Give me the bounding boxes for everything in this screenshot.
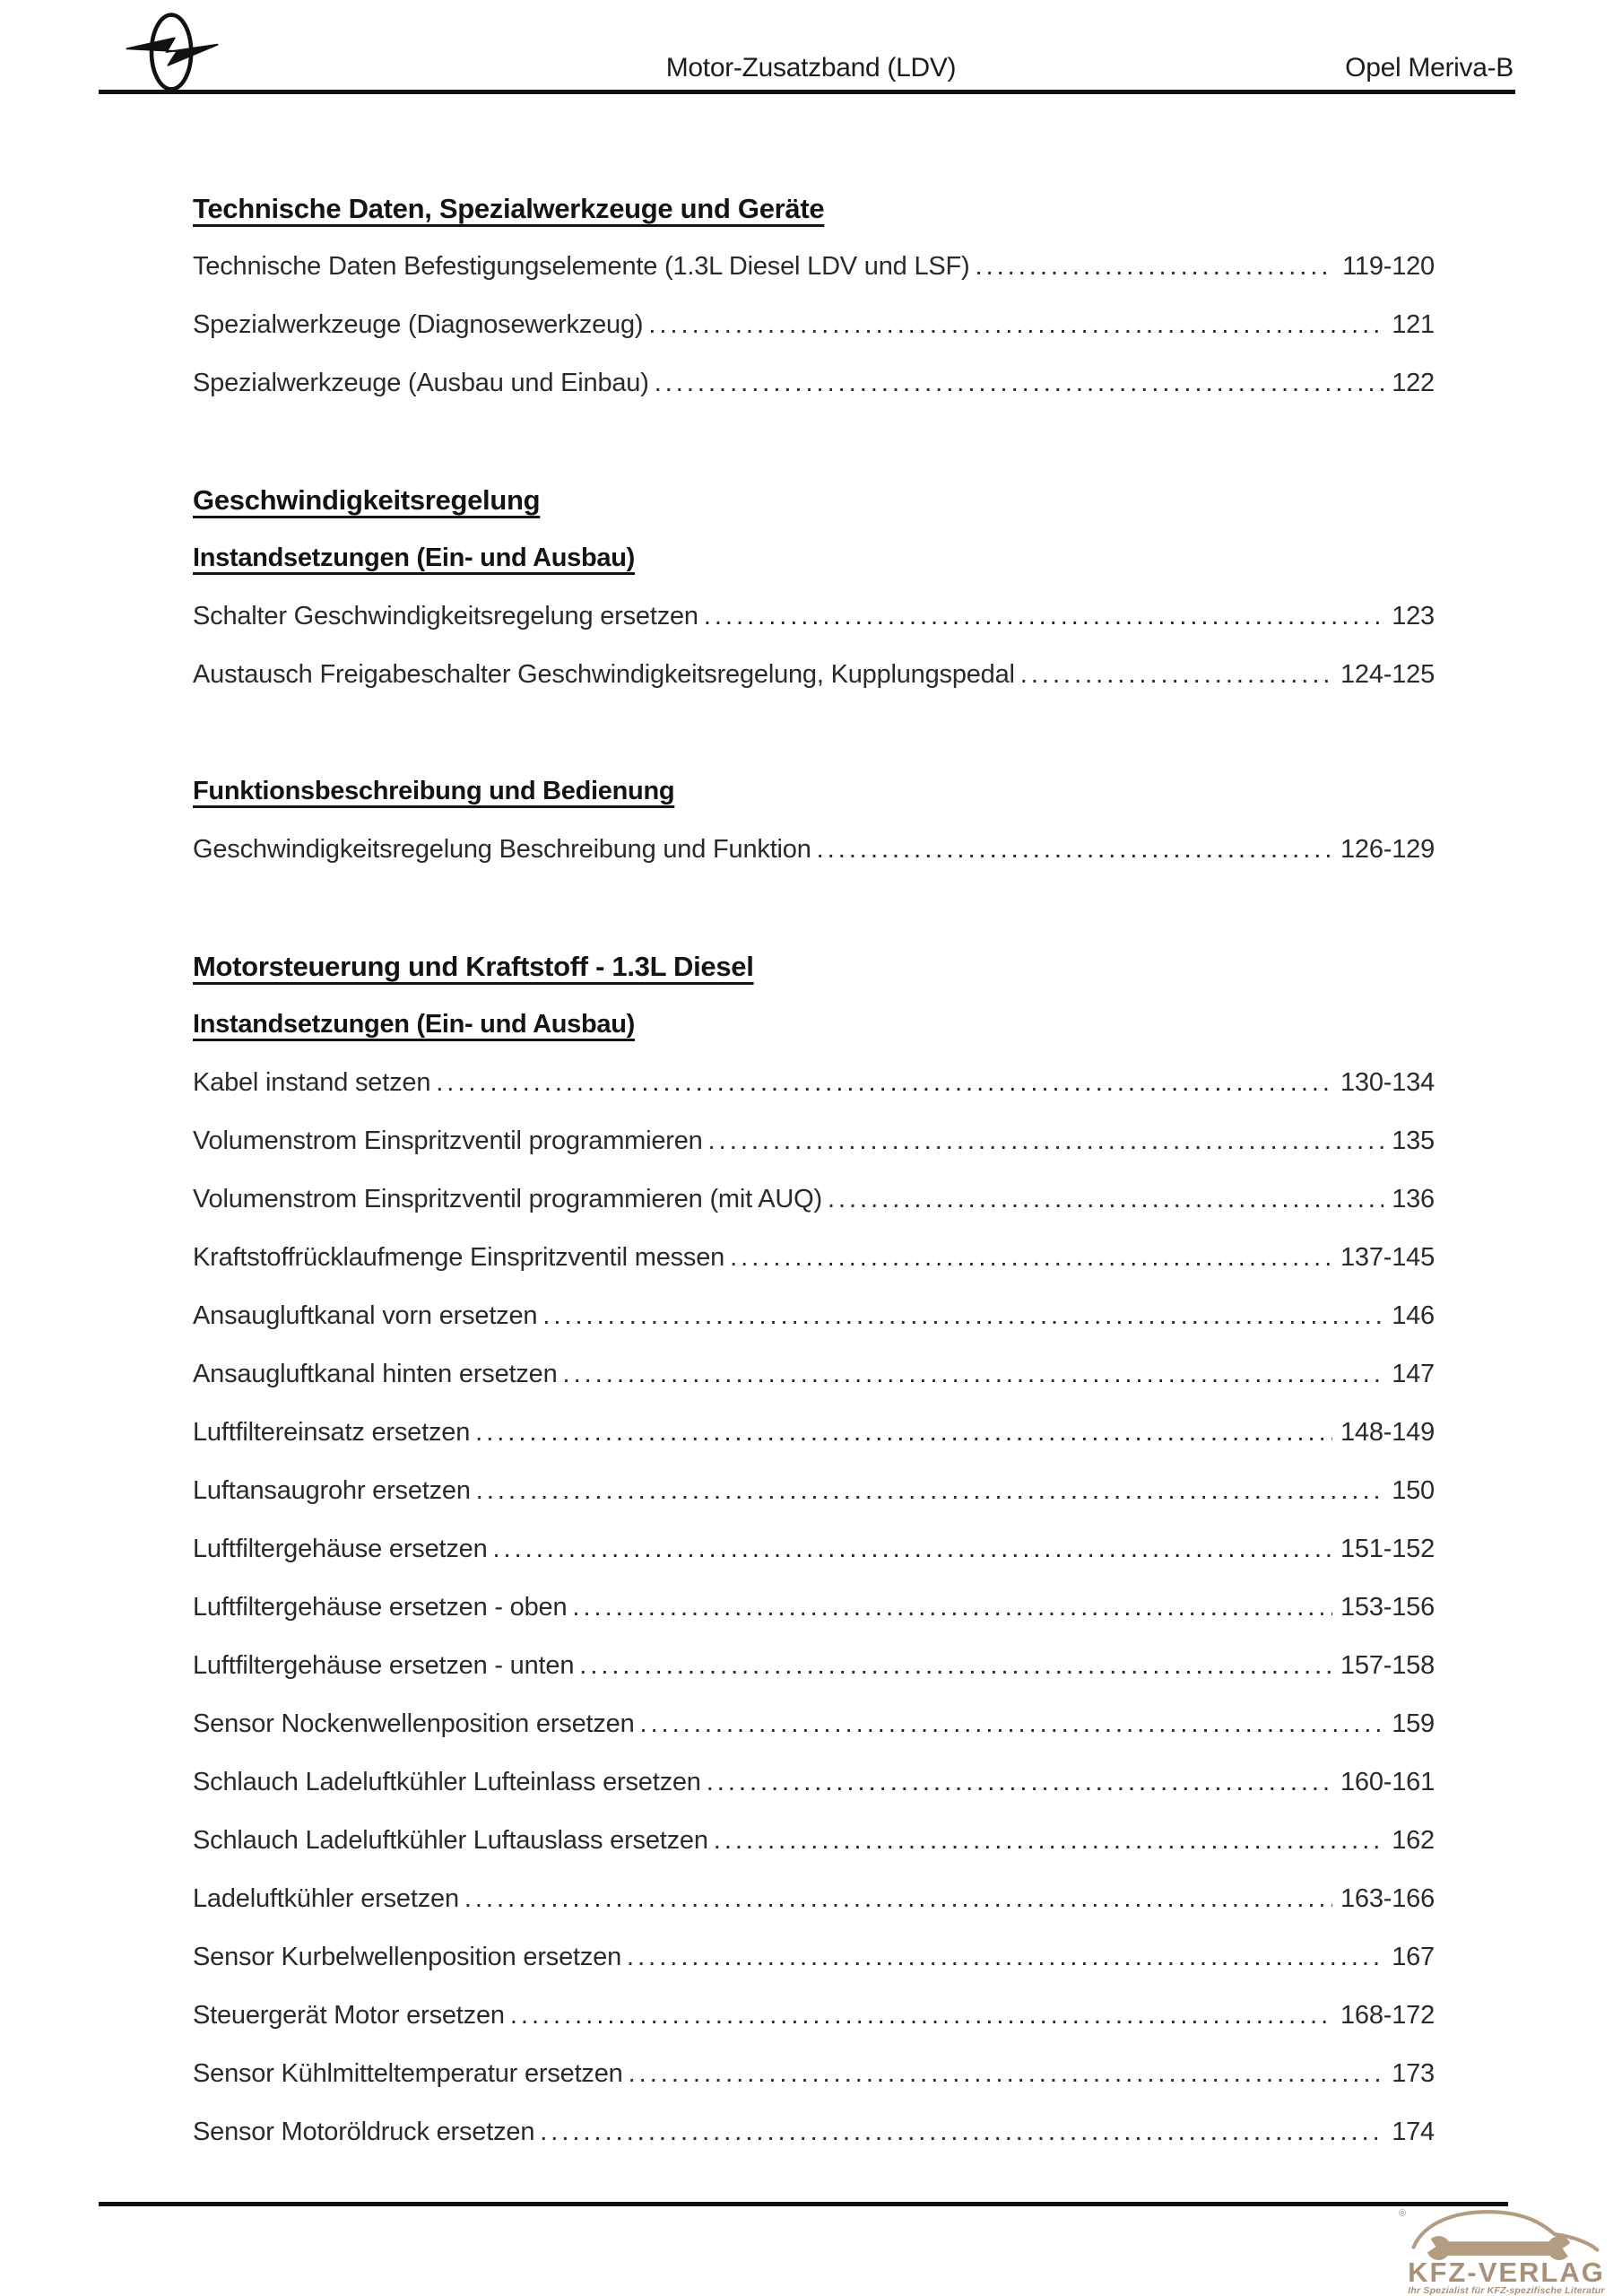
header-rule (99, 90, 1515, 94)
dot-leader (970, 238, 1335, 296)
toc-entry-pages: 136 (1392, 1185, 1435, 1213)
toc-entry-pages: 148-149 (1340, 1418, 1435, 1447)
section-heading-text: Motorsteuerung und Kraftstoff - 1.3L Diesel (193, 951, 754, 982)
toc-entry (193, 1054, 1435, 1112)
toc-entry-pages: 151-152 (1340, 1535, 1435, 1563)
subsection-heading-text: Instandsetzungen (Ein- und Ausbau) (193, 544, 635, 572)
toc-entry-label: Spezialwerkzeuge (Diagnosewerkzeug) (193, 310, 644, 339)
dot-leader (558, 1345, 1384, 1404)
toc-entry-label: Luftfiltergehäuse ersetzen - unten (193, 1651, 575, 1680)
dot-leader (505, 1987, 1332, 2045)
subsection-heading (193, 996, 1435, 1054)
toc-entry-pages: 124-125 (1340, 660, 1435, 689)
toc-entry (193, 821, 1435, 879)
toc-entry (193, 1112, 1435, 1170)
toc-entry-label: Ansaugluftkanal hinten ersetzen (193, 1360, 558, 1388)
toc-entry-label: Sensor Kurbelwellenposition ersetzen (193, 1943, 622, 1971)
toc-entry (193, 2103, 1435, 2161)
toc-entry (193, 1170, 1435, 1229)
section-heading-text: Technische Daten, Spezialwerkzeuge und Geräte (193, 193, 825, 224)
dot-leader (623, 2045, 1384, 2103)
toc-entry-label: Kabel instand setzen (193, 1068, 431, 1097)
toc-entry-pages: 147 (1392, 1360, 1435, 1388)
dot-leader (534, 2103, 1383, 2161)
toc-entry-pages: 126-129 (1340, 835, 1435, 864)
dot-leader (811, 821, 1332, 879)
kfz-verlag-logo (1397, 2205, 1617, 2294)
kfz-logo-tagline: Ihr Spezialist für KFZ-spezifische Literatur (1408, 2285, 1605, 2296)
dot-leader (459, 1870, 1332, 1928)
toc-entry (193, 1870, 1435, 1928)
toc-entry-label: Schlauch Ladeluftkühler Luftauslass ersetzen (193, 1826, 708, 1855)
header-doc-title: Motor-Zusatzband (LDV) (665, 53, 957, 83)
toc-entry-pages: 119-120 (1342, 252, 1435, 281)
toc-entry-label: Luftansaugrohr ersetzen (193, 1476, 471, 1505)
subsection-heading (193, 529, 1435, 587)
toc-entry-pages: 137-145 (1340, 1243, 1435, 1272)
toc-entry-label: Ansaugluftkanal vorn ersetzen (193, 1301, 538, 1330)
section-heading (193, 471, 1435, 529)
toc-entry (193, 1928, 1435, 1987)
kfz-logo-title: KFZ-VERLAG (1408, 2257, 1605, 2288)
toc-entry-pages: 123 (1392, 602, 1435, 631)
toc-entry-pages: 160-161 (1340, 1768, 1435, 1796)
toc-entry-label: Spezialwerkzeuge (Ausbau und Einbau) (193, 369, 649, 397)
section-heading (193, 179, 1435, 238)
toc-entry-pages: 121 (1392, 310, 1435, 339)
toc-entry-pages: 135 (1392, 1126, 1435, 1155)
toc-entry (193, 1637, 1435, 1695)
toc-entry-pages: 168-172 (1340, 2001, 1435, 2030)
footer-rule (99, 2202, 1508, 2206)
toc-entry (193, 1695, 1435, 1753)
toc-entry-pages: 146 (1392, 1301, 1435, 1330)
dot-leader (701, 1753, 1332, 1812)
toc-entry-label: Luftfiltereinsatz ersetzen (193, 1418, 471, 1447)
dot-leader (470, 1404, 1332, 1462)
toc-entry (193, 1404, 1435, 1462)
toc-entry-label: Luftfiltergehäuse ersetzen (193, 1535, 488, 1563)
dot-leader (708, 1812, 1383, 1870)
toc-entry (193, 646, 1435, 704)
subsection-heading-text: Funktionsbeschreibung und Bedienung (193, 777, 675, 805)
toc-entry (193, 1578, 1435, 1637)
toc-entry-pages: 157-158 (1340, 1651, 1435, 1680)
dot-leader (698, 587, 1383, 646)
toc-entry-label: Steuergerät Motor ersetzen (193, 2001, 505, 2030)
toc-entry (193, 1287, 1435, 1345)
dot-leader (430, 1054, 1332, 1112)
dot-leader (649, 354, 1384, 413)
toc-entry-label: Schalter Geschwindigkeitsregelung ersetzen (193, 602, 698, 631)
dot-leader (724, 1229, 1332, 1287)
toc-entry (193, 1812, 1435, 1870)
toc-entry-pages: 153-156 (1340, 1593, 1435, 1622)
dot-leader (567, 1578, 1332, 1637)
toc-entry-label: Kraftstoffrücklaufmenge Einspritzventil messen (193, 1243, 725, 1272)
toc-entry-pages: 162 (1392, 1826, 1435, 1855)
dot-leader (537, 1287, 1383, 1345)
toc-entry-label: Austausch Freigabeschalter Geschwindigkeitsregelung, Kupplungspedal (193, 660, 1015, 689)
dot-leader (635, 1695, 1384, 1753)
toc-entry-label: Sensor Nockenwellenposition ersetzen (193, 1709, 635, 1738)
toc-entry (193, 296, 1435, 354)
toc-entry-pages: 163-166 (1340, 1884, 1435, 1913)
toc-entry-pages: 130-134 (1340, 1068, 1435, 1097)
toc-entry-label: Volumenstrom Einspritzventil programmieren (mit AUQ) (193, 1185, 822, 1213)
toc-entry (193, 238, 1435, 296)
toc-entry-pages: 167 (1392, 1943, 1435, 1971)
toc-entry-pages: 174 (1392, 2118, 1435, 2146)
toc-entry-pages: 173 (1392, 2059, 1435, 2088)
toc-entry-pages: 150 (1392, 1476, 1435, 1505)
toc-entry-label: Schlauch Ladeluftkühler Lufteinlass ersetzen (193, 1768, 701, 1796)
toc-entry (193, 2045, 1435, 2103)
dot-leader (1015, 646, 1332, 704)
toc-entry (193, 1229, 1435, 1287)
toc-entry-label: Geschwindigkeitsregelung Beschreibung und Funktion (193, 835, 811, 864)
dot-leader (643, 296, 1383, 354)
dot-leader (488, 1520, 1332, 1578)
toc-entry-label: Ladeluftkühler ersetzen (193, 1884, 459, 1913)
toc-entry-label: Luftfiltergehäuse ersetzen - oben (193, 1593, 568, 1622)
subsection-heading (193, 762, 1435, 821)
dot-leader (822, 1170, 1383, 1229)
section-heading (193, 937, 1435, 996)
toc-entry-label: Technische Daten Befestigungselemente (1.3L Diesel LDV und LSF) (193, 252, 970, 281)
toc-entry (193, 1753, 1435, 1812)
toc-entry-pages: 122 (1392, 369, 1435, 397)
dot-leader (621, 1928, 1383, 1987)
toc-entry (193, 1987, 1435, 2045)
toc (193, 179, 1435, 2161)
toc-entry-pages: 159 (1392, 1709, 1435, 1738)
dot-leader (574, 1637, 1332, 1695)
section-heading-text: Geschwindigkeitsregelung (193, 484, 541, 516)
toc-entry (193, 1345, 1435, 1404)
toc-entry (193, 1462, 1435, 1520)
toc-entry (193, 354, 1435, 413)
toc-entry-label: Sensor Kühlmitteltemperatur ersetzen (193, 2059, 623, 2088)
subsection-heading-text: Instandsetzungen (Ein- und Ausbau) (193, 1010, 635, 1039)
header-vehicle-title: Opel Meriva-B (1345, 53, 1514, 83)
dot-leader (471, 1462, 1383, 1520)
toc-entry-label: Volumenstrom Einspritzventil programmieren (193, 1126, 703, 1155)
toc-entry (193, 1520, 1435, 1578)
dot-leader (703, 1112, 1384, 1170)
registered-mark: ® (1399, 2208, 1407, 2219)
car-wrench-icon (1404, 2206, 1609, 2260)
toc-entry (193, 587, 1435, 646)
toc-entry-label: Sensor Motoröldruck ersetzen (193, 2118, 535, 2146)
